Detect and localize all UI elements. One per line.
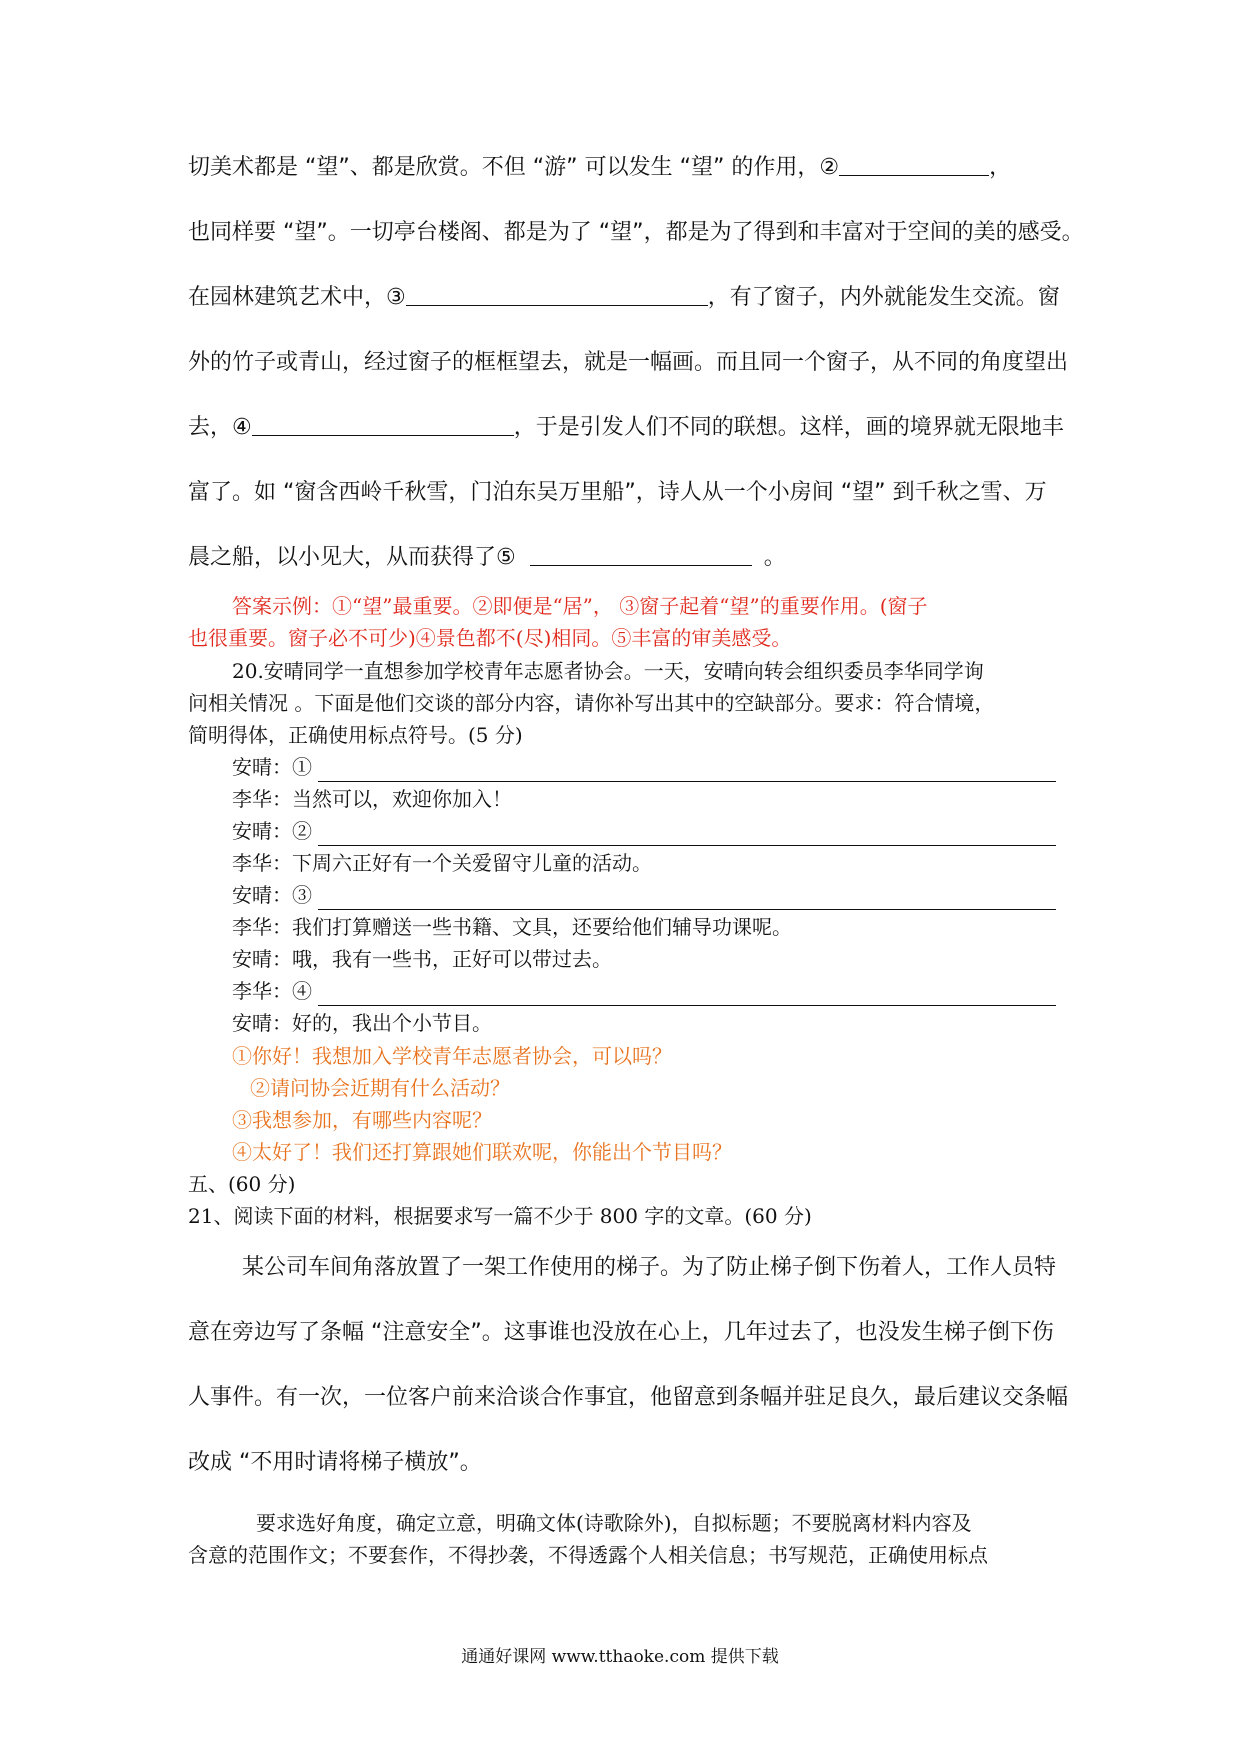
material-line-4: 改成 “不用时请将梯子横放”。 (188, 1450, 482, 1475)
dialogue-line-6: 李华：我们打算赠送一些书籍、文具，还要给他们辅导功课呢。 (232, 915, 792, 939)
dialogue-line-8: 李华：④ (232, 979, 312, 1003)
dialogue-line-2: 李华：当然可以，欢迎你加入！ (232, 787, 512, 811)
passage-line-5-text: 去，④ (188, 415, 252, 440)
dialogue-blank-3[interactable] (318, 909, 1056, 910)
dialogue-line-5: 安晴：③ (232, 883, 312, 907)
passage-line-4: 外的竹子或青山，经过窗子的框框望去，就是一幅画。而且同一个窗子，从不同的角度望出 (188, 350, 1069, 375)
answer-example-line-2: 也很重要。窗子必不可少)④景色都不(尽)相同。⑤丰富的审美感受。 (188, 626, 792, 650)
answer-blank-3[interactable] (406, 281, 708, 306)
answer-20-4: ④太好了！我们还打算跟她们联欢呢，你能出个节目吗？ (232, 1140, 732, 1164)
passage-line-6: 富了。如 “窗含西岭千秋雪，门泊东吴万里船”，诗人从一个小房间 “望” 到千秋之雪、万 (188, 480, 1047, 505)
passage-line-1 (188, 150, 1011, 181)
question-20-line-1: 20.安晴同学一直想参加学校青年志愿者协会。一天，安晴向转会组织委员李华同学询 (232, 659, 984, 683)
dialogue-line-1: 安晴：① (232, 755, 312, 779)
question-21: 21、阅读下面的材料，根据要求写一篇不少于 800 字的文章。(60 分) (188, 1204, 812, 1228)
passage-line-1-text: 切美术都是 “望”、都是欣赏。不但 “游” 可以发生 “望” 的作用，② (188, 155, 840, 180)
passage-line-7 (188, 540, 786, 571)
requirements-line-2: 含意的范围作文；不要套作，不得抄袭，不得透露个人相关信息；书写规范，正确使用标点 (188, 1543, 988, 1567)
passage-line-1-end: ， (989, 155, 1012, 180)
material-line-3: 人事件。有一次，一位客户前来洽谈合作事宜，他留意到条幅并驻足良久，最后建议交条幅 (188, 1385, 1069, 1410)
answer-blank-5[interactable] (530, 541, 752, 566)
question-20-line-2: 问相关情况 。下面是他们交谈的部分内容，请你补写出其中的空缺部分。要求：符合情境， (188, 691, 995, 715)
answer-blank-4[interactable] (252, 411, 514, 436)
dialogue-line-4: 李华：下周六正好有一个关爱留守儿童的活动。 (232, 851, 652, 875)
answer-20-3: ③我想参加，有哪些内容呢？ (232, 1108, 492, 1132)
dialogue-line-9: 安晴：好的，我出个小节目。 (232, 1011, 492, 1035)
material-line-1: 某公司车间角落放置了一架工作使用的梯子。为了防止梯子倒下伤着人，工作人员特 (242, 1255, 1057, 1280)
dialogue-blank-4[interactable] (318, 1005, 1056, 1006)
passage-line-2: 也同样要 “望”。一切亭台楼阁、都是为了 “望”，都是为了得到和丰富对于空间的美的感受。 (188, 220, 1084, 245)
passage-line-3 (188, 280, 1060, 311)
passage-line-7-end: 。 (763, 545, 786, 570)
answer-20-2: ②请问协会近期有什么活动？ (250, 1076, 510, 1100)
dialogue-blank-1[interactable] (318, 781, 1056, 782)
dialogue-blank-2[interactable] (318, 845, 1056, 846)
passage-line-5 (188, 410, 1064, 441)
section-5-heading: 五、(60 分) (188, 1172, 296, 1196)
answer-example-line-1: 答案示例：①“望”最重要。②即便是“居”， ③窗子起着“望”的重要作用。(窗子 (232, 594, 928, 618)
answer-20-1: ①你好！我想加入学校青年志愿者协会，可以吗？ (232, 1044, 672, 1068)
passage-line-7-text: 晨之船，以小见大，从而获得了⑤ (188, 545, 516, 570)
passage-line-3-text: 在园林建筑艺术中，③ (188, 285, 406, 310)
question-20-line-3: 简明得体，正确使用标点符号。(5 分) (188, 723, 523, 747)
dialogue-line-7: 安晴：哦，我有一些书，正好可以带过去。 (232, 947, 612, 971)
material-line-2: 意在旁边写了条幅 “注意安全”。这事谁也没放在心上，几年过去了，也没发生梯子倒下伤 (188, 1320, 1054, 1345)
dialogue-line-3: 安晴：② (232, 819, 312, 843)
footer-source: 通通好课网 www.tthaoke.com 提供下载 (461, 1647, 779, 1667)
passage-line-5-end: ，于是引发人们不同的联想。这样，画的境界就无限地丰 (513, 415, 1064, 440)
passage-line-3-end: ，有了窗子，内外就能发生交流。窗 (707, 285, 1060, 310)
requirements-line-1: 要求选好角度，确定立意，明确文体(诗歌除外)，自拟标题；不要脱离材料内容及 (256, 1511, 972, 1535)
answer-blank-2[interactable] (839, 151, 989, 176)
